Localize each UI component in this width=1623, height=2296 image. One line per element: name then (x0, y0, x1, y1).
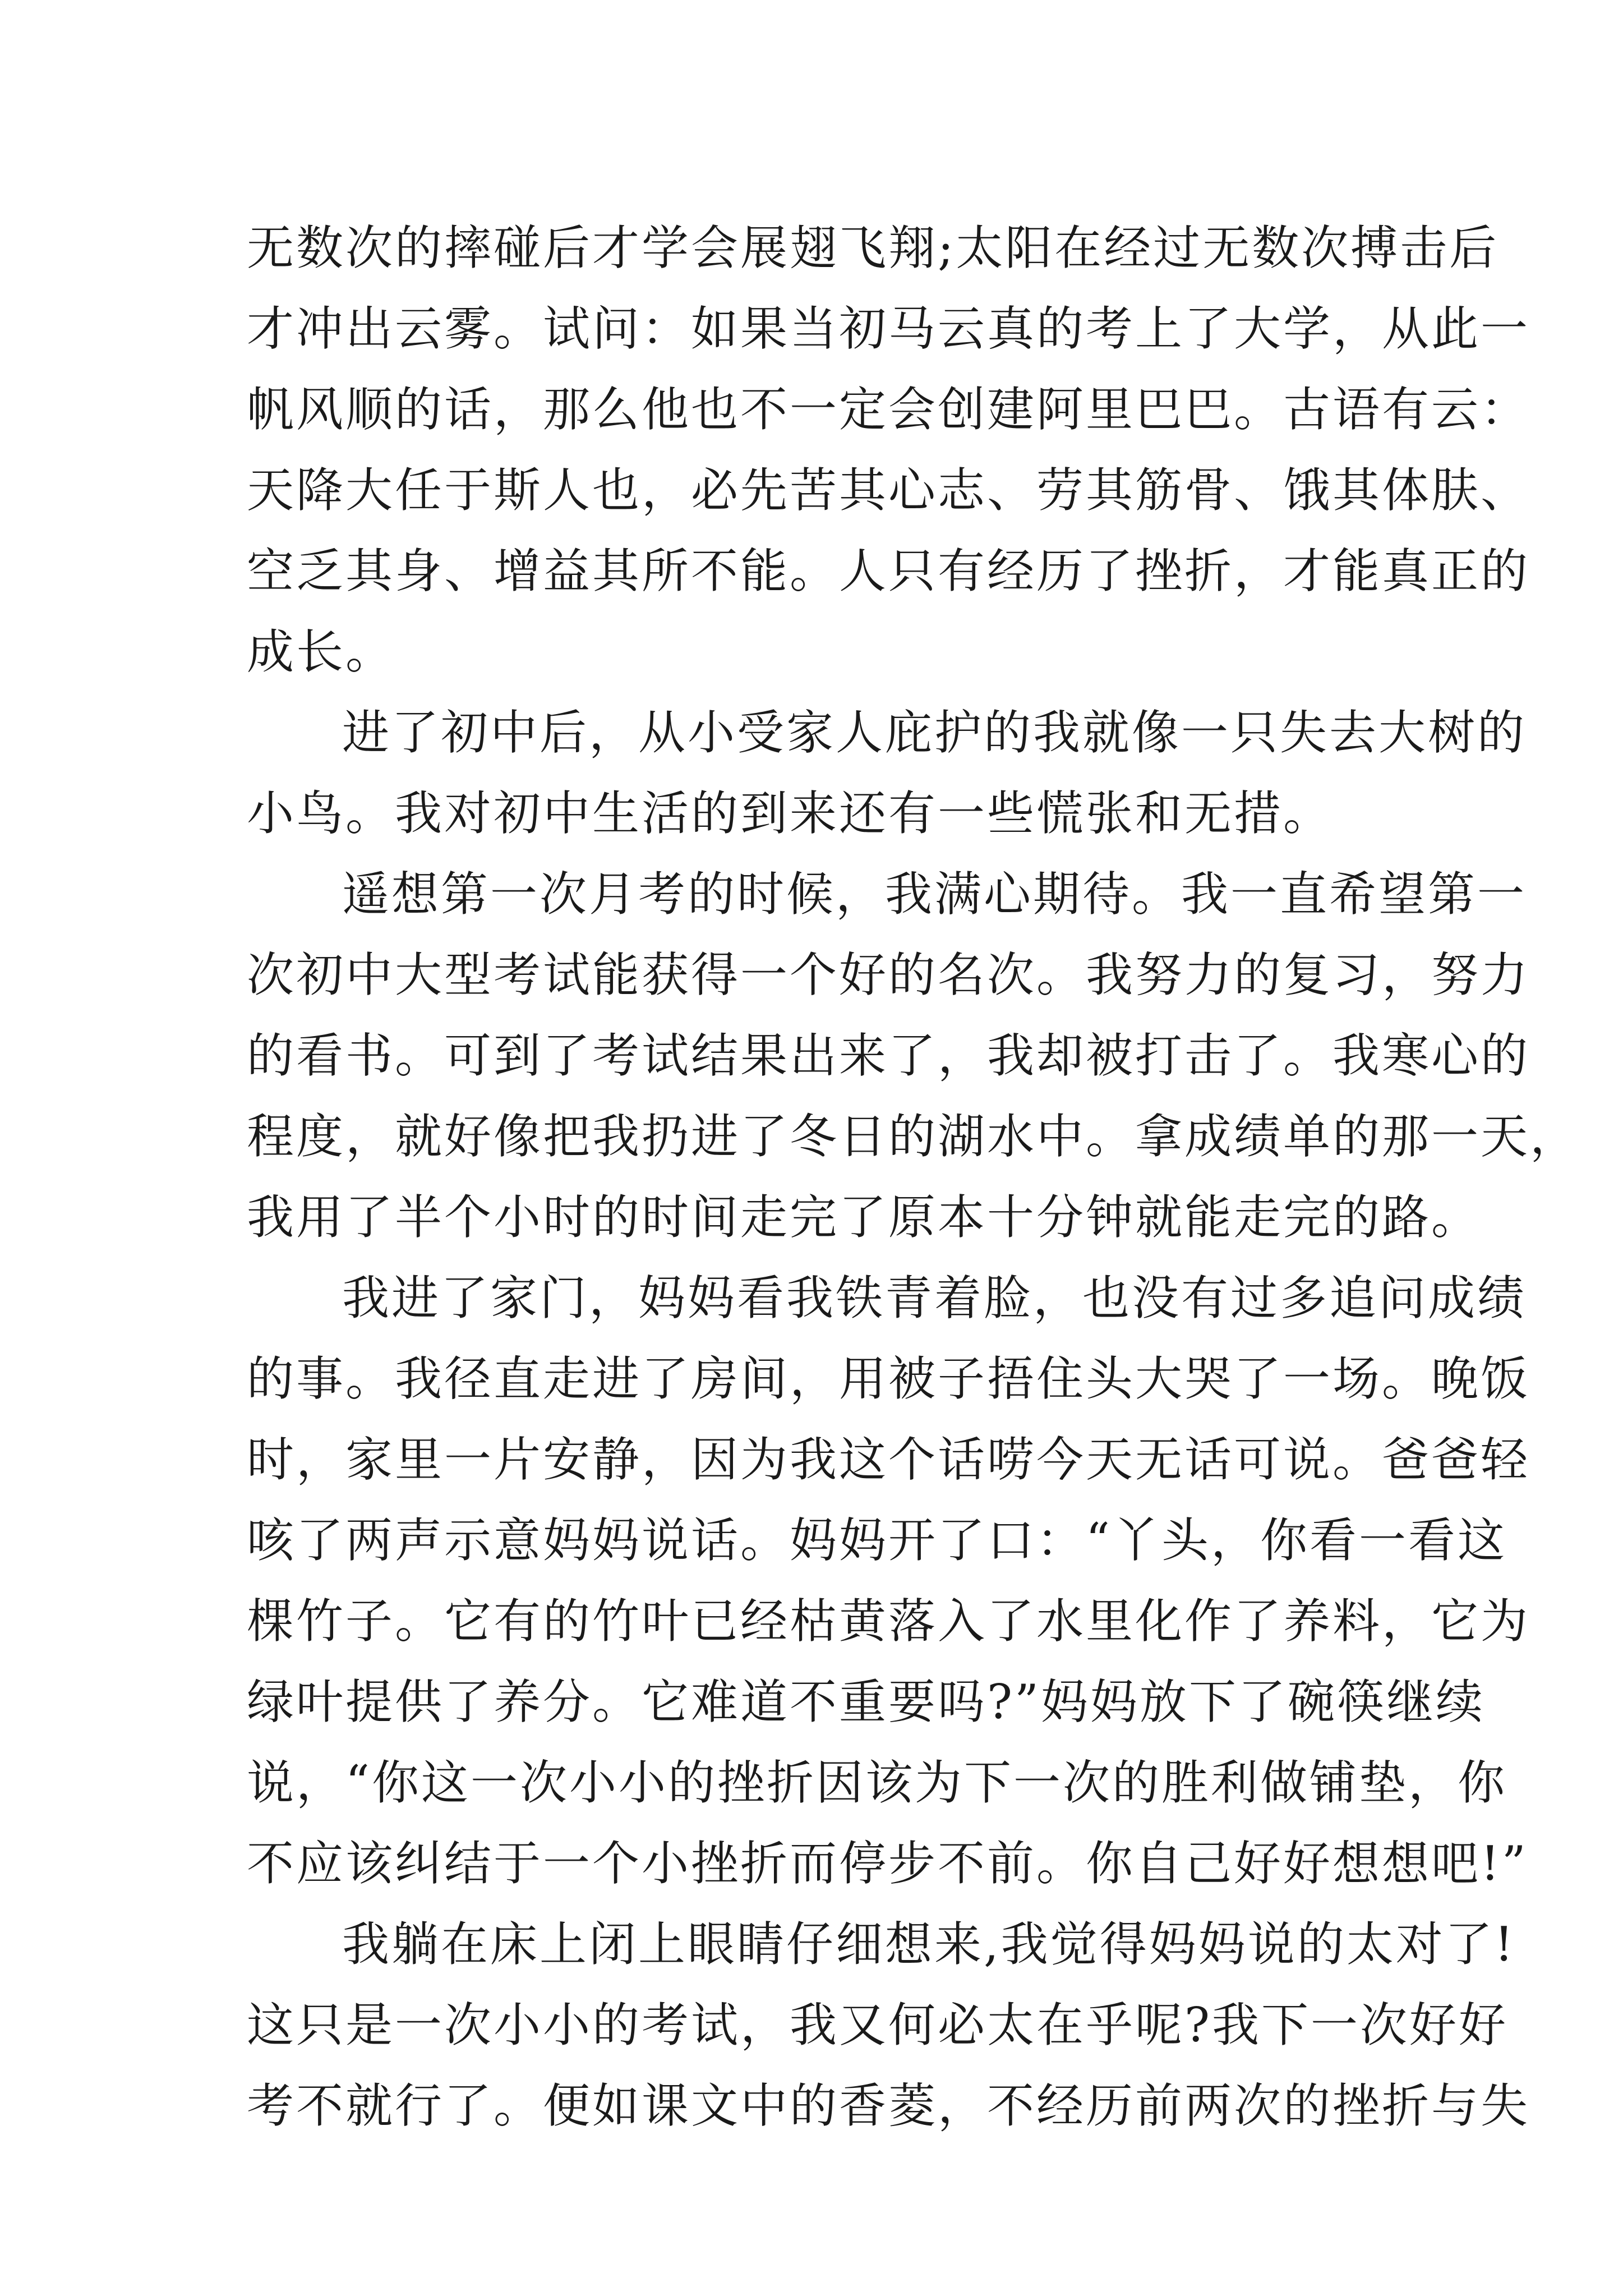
text-line: 时，家里一片安静，因为我这个话唠今天无话可说。爸爸轻 (247, 1432, 1530, 1487)
text-line: 帆风顺的话，那么他也不一定会创建阿里巴巴。古语有云： (247, 382, 1530, 437)
text-line: 的看书。可到了考试结果出来了，我却被打击了。我寒心的 (247, 1028, 1530, 1083)
text-line: 这只是一次小小的考试，我又何必太在乎呢?我下一次好好 (247, 1998, 1509, 2053)
text-line: 不应该纠结于一个小挫折而停步不前。你自己好好想想吧!” (247, 1836, 1528, 1891)
text-line: 才冲出云雾。试问：如果当初马云真的考上了大学，从此一 (247, 301, 1530, 356)
paragraph-first-line: 遥想第一次月考的时候，我满心期待。我一直希望第一 (342, 867, 1527, 922)
text-line: 我用了半个小时的时间走完了原本十分钟就能走完的路。 (247, 1190, 1481, 1245)
paragraph-first-line: 我躺在床上闭上眼睛仔细想来,我觉得妈妈说的太对了! (342, 1917, 1516, 1972)
text-line: 咳了两声示意妈妈说话。妈妈开了口：“丫头，你看一看这 (247, 1513, 1507, 1568)
paragraph-first-line: 进了初中后，从小受家人庇护的我就像一只失去大树的 (342, 705, 1527, 760)
text-line: 成长。 (247, 624, 395, 679)
paragraph-first-line: 我进了家门，妈妈看我铁青着脸，也没有过多追问成绩 (342, 1271, 1527, 1326)
text-line: 次初中大型考试能获得一个好的名次。我努力的复习，努力 (247, 947, 1530, 1002)
text-line: 棵竹子。它有的竹叶已经枯黄落入了水里化作了养料，它为 (247, 1594, 1530, 1649)
text-line: 无数次的摔碰后才学会展翅飞翔;太阳在经过无数次搏击后 (247, 220, 1499, 275)
text-line: 绿叶提供了养分。它难道不重要吗?”妈妈放下了碗筷继续 (247, 1674, 1485, 1729)
text-line: 说，“你这一次小小的挫折因该为下一次的胜利做铺垫，你 (247, 1755, 1507, 1810)
text-line: 考不就行了。便如课文中的香菱，不经历前两次的挫折与失 (247, 2078, 1530, 2133)
text-line: 小鸟。我对初中生活的到来还有一些慌张和无措。 (247, 786, 1333, 841)
text-line: 天降大任于斯人也，必先苦其心志、劳其筋骨、饿其体肤、 (247, 463, 1530, 518)
text-line: 程度，就好像把我扔进了冬日的湖水中。拿成绩单的那一天， (247, 1109, 1580, 1164)
body-text (247, 208, 1580, 2146)
text-line: 空乏其身、增益其所不能。人只有经历了挫折，才能真正的 (247, 544, 1530, 599)
text-line: 的事。我径直走进了房间，用被子捂住头大哭了一场。晚饭 (247, 1351, 1530, 1406)
